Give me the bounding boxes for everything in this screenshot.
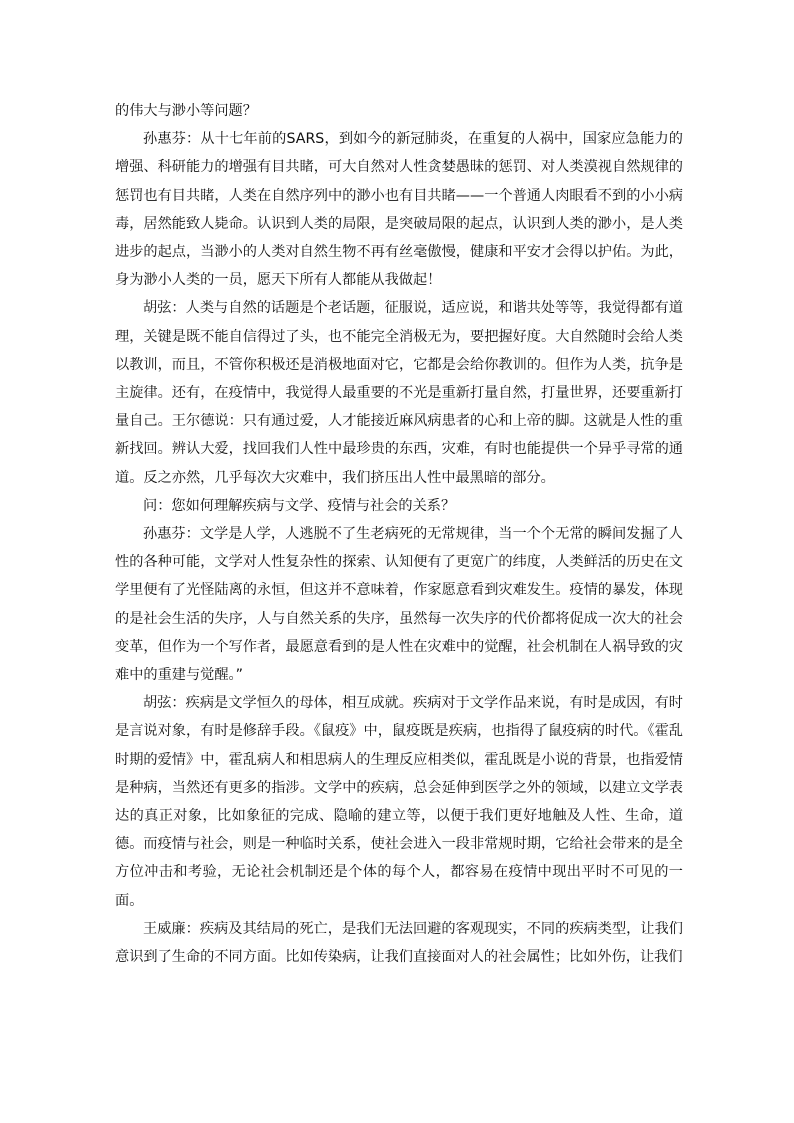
paragraph-text: 疾病是文学恒久的母体，相互成就。疾病对于文学作品来说，有时是成因，有时是言说对象，有时是修辞手段。《鼠疫》中，鼠疫既是疾病，也指得了鼠疫病的时代。《霍乱时期的爱情》中，霍乱病人和相思病人的生理反应相类似，霍乱既是小说的背景，也指爱情是种病，当然还有更多的指涉。文学中的疾病，总会延伸到医学之外的领域，以建立文学表达的真正对象，比如象征的完成、隐喻的建立等，以便于我们更好地触及人性、生命，道德。而疫情与社会，则是一种临时关系，使社会进入一段非常规时期，它给社会带来的是全方位冲击和考验，无论社会机制还是个体的每个人，都容易在疫情中现出平时不可见的一面。 [115,695,683,909]
paragraph-hu-xian-2 [115,689,683,915]
document-page [115,97,683,971]
paragraph-question [115,492,683,520]
paragraph-text: 从十七年前的SARS，到如今的新冠肺炎，在重复的人祸中，国家应急能力的增强、科研能力的增强有目共睹，可大自然对人性贪婪愚昧的惩罚、对人类漠视自然规律的惩罚也有目共睹，人类在自然序列中的渺小也有目共睹——一个普通人肉眼看不到的小小病毒，居然能致人毙命。认识到人类的局限，是突破局限的起点，认识到人类的渺小，是人类进步的起点，当渺小的人类对自然生物不再有丝毫傲慢，健康和平安才会得以护佑。为此，身为渺小人类的一员，愿天下所有人都能从我做起！ [115,131,683,289]
paragraph-hu-xian-1 [115,294,683,491]
paragraph-sun-huifen-1 [115,125,683,294]
paragraph-text: 的伟大与渺小等问题？ [115,103,257,119]
paragraph-text: 文学是人学，人逃脱不了生老病死的无常规律，当一个个无常的瞬间发掘了人性的各种可能，文学对人性复杂性的探索、认知便有了更宽广的纬度，人类鲜活的历史在文学里便有了光怪陆离的永恒，但这并不意味着，作家愿意看到灾难发生。疫情的暴发，体现的是社会生活的失序，人与自然关系的失序，虽然每一次失序的代价都将促成一次大的社会变革，但作为一个写作者，最愿意看到的是人性在灾难中的觉醒，社会机制在人祸导致的灾难中的重建与觉醒。” [115,526,683,684]
paragraph-text: 您如何理解疾病与文学、疫情与社会的关系？ [171,497,456,514]
paragraph-text: 人类与自然的话题是个老话题，征服说，适应说，和谐共处等等，我觉得都有道理，关键是既不能自信得过了头，也不能完全消极无为，要把握好度。大自然随时会给人类以教训，而且，不管你积极还是消极地面对它，它都是会给你教训的。但作为人类，抗争是主旋律。还有，在疫情中，我觉得人最重要的不光是重新打量自然，打量世界，还要重新打量自己。王尔德说：只有通过爱，人才能接近麻风病患者的心和上帝的脚。这就是人性的重新找回。辨认大爱，找回我们人性中最珍贵的东西，灾难，有时也能提供一个异乎寻常的通道。反之亦然，几乎每次大灾难中，我们挤压出人性中最黑暗的部分。 [115,300,683,486]
speaker-label: 问： [143,497,172,514]
speaker-label: 孙惠芬： [143,526,200,543]
speaker-label: 胡弦： [143,695,186,712]
speaker-label: 胡弦： [143,300,186,317]
speaker-label: 孙惠芬： [143,131,201,148]
paragraph-sun-huifen-2 [115,520,683,689]
paragraph-wang-weilian [115,915,683,971]
speaker-label: 王威廉： [143,920,200,937]
paragraph-intro [115,97,683,125]
paragraph-text: 疾病及其结局的死亡，是我们无法回避的客观现实，不同的疾病类型，让我们意识到了生命的不同方面。比如传染病，让我们直接面对人的社会属性；比如外伤，让我们 [115,920,683,966]
